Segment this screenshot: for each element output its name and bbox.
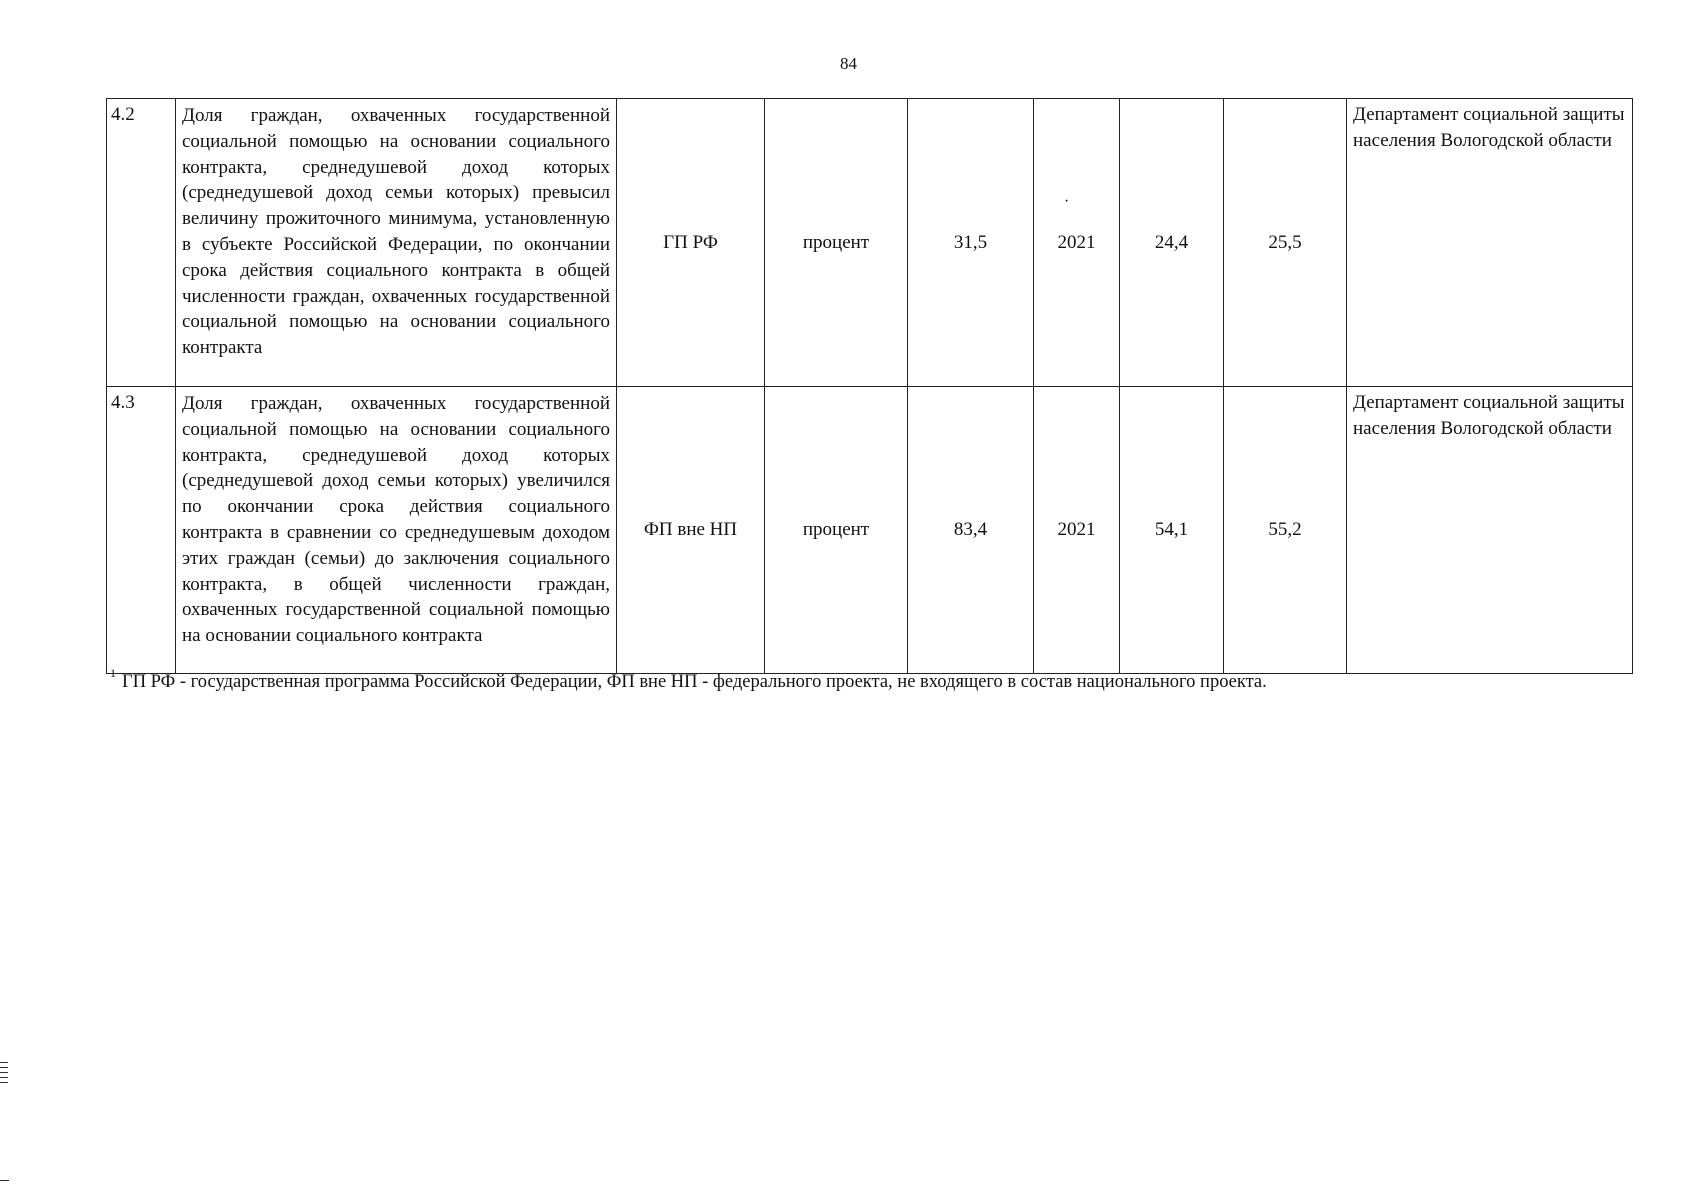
table-row <box>107 99 1633 387</box>
footnote <box>110 666 1267 693</box>
row-number: 4.2 <box>107 99 176 387</box>
scan-margin-dash <box>0 1180 9 1181</box>
indicator-description: Доля граждан, охваченных государственной социальной помощью на основании социального контракта, среднедушевой доход которых (среднедушевой доход семьи которых) увеличился по окончании срока действия социального контракта в сравнении со среднедушевым доходом этих граждан (семьи) до заключения социального контракта, в общей численности граждан, охваченных государственной социальной помощью на основании социального контракта <box>176 387 617 674</box>
table-row <box>107 387 1633 674</box>
page-number: 84 <box>840 54 857 73</box>
unit-of-measure: процент <box>765 387 908 674</box>
responsible-body: Департамент социальной защиты населения Вологодской области <box>1347 387 1633 674</box>
target-value-1: 24,4 <box>1120 99 1224 387</box>
target-value-2: 55,2 <box>1224 387 1347 674</box>
indicator-type: ФП вне НП <box>617 387 765 674</box>
responsible-body: Департамент социальной защиты населения Вологодской области <box>1347 99 1633 387</box>
unit-of-measure: процент <box>765 99 908 387</box>
indicator-type: ГП РФ <box>617 99 765 387</box>
scan-margin-marks <box>0 1062 10 1087</box>
base-year-cell <box>1034 99 1120 387</box>
footnote-text: ГП РФ - государственная программа Российской Федерации, ФП вне НП - федерального проекта, не входящего в состав национального проекта. <box>122 672 1267 693</box>
row-number: 4.3 <box>107 387 176 674</box>
base-value: 83,4 <box>908 387 1034 674</box>
footnote-marker: 1 <box>110 666 116 680</box>
base-year: 2021 <box>1034 387 1120 674</box>
indicators-table <box>106 98 1633 674</box>
target-value-1: 54,1 <box>1120 387 1224 674</box>
indicator-description: Доля граждан, охваченных государственной социальной помощью на основании социального контракта, среднедушевой доход которых (среднедушевой доход семьи которых) превысил величину прожиточного минимума, установленную в субъекте Российской Федерации, по окончании срока действия социального контракта в общей численности граждан, охваченных государственной социальной помощью на основании социального контракта <box>176 99 617 387</box>
scan-speck: · <box>1064 193 1070 210</box>
target-value-2: 25,5 <box>1224 99 1347 387</box>
base-year: 2021 <box>1057 231 1096 253</box>
base-value: 31,5 <box>908 99 1034 387</box>
